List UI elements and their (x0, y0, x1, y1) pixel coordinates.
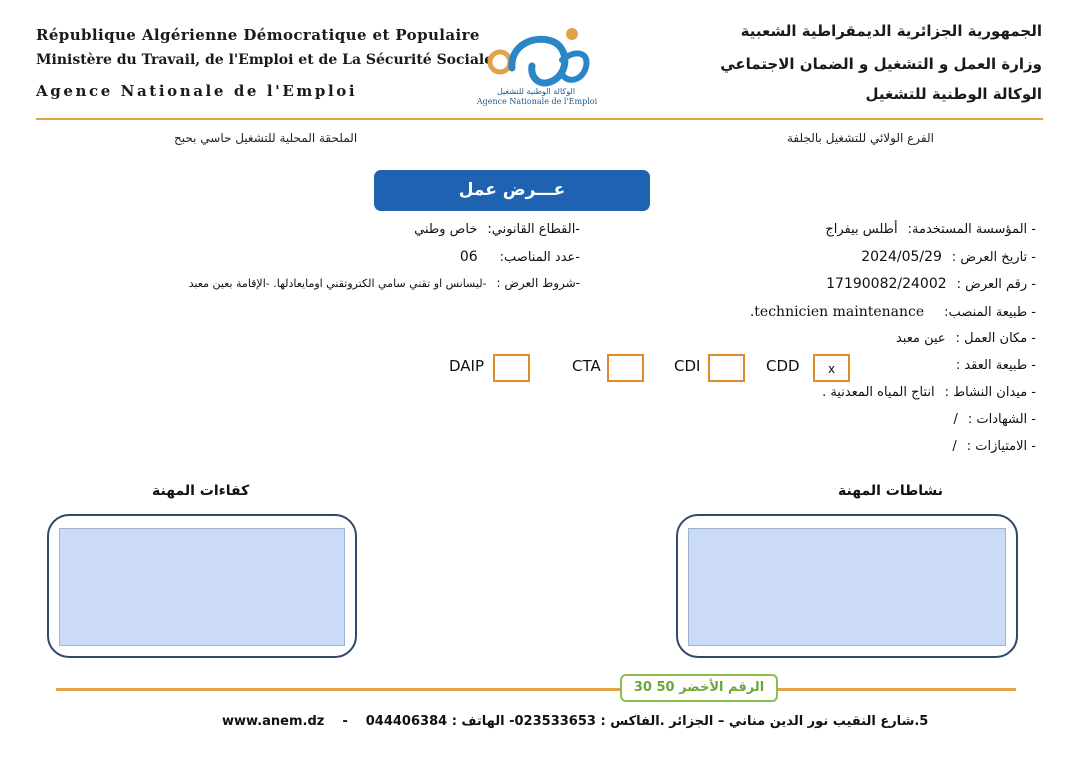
field-label: - المؤسسة المستخدمة: (907, 222, 1036, 237)
field-workplace (896, 331, 1036, 346)
field-offer-conditions (189, 276, 580, 290)
field-label: - ميدان النشاط : (944, 385, 1036, 400)
field-label: - تاريخ العرض : (951, 250, 1036, 265)
contract-daip-label: DAIP (449, 357, 485, 375)
field-employer (825, 222, 1036, 237)
competencies-panel (47, 514, 357, 658)
field-value: 06 (459, 249, 478, 265)
header-divider (36, 118, 1043, 120)
field-label: -القطاع القانوني: (487, 222, 580, 237)
activities-content-area[interactable] (688, 528, 1006, 646)
contract-cta-checkbox[interactable] (607, 354, 644, 382)
field-label: - الامتيازات : (966, 439, 1036, 454)
header-fr-ministry: Ministère du Travail, de l'Emploi et de La Sécurité Sociale (36, 52, 494, 68)
logo-caption: Agence Nationale de l'Emploi (476, 97, 598, 106)
activities-heading: نشاطات المهنة (838, 483, 944, 499)
contract-daip-checkbox[interactable] (493, 354, 530, 382)
field-activity-domain (822, 385, 1036, 400)
field-value: عين معبد (895, 331, 946, 346)
activities-panel (676, 514, 1018, 658)
contract-cdi-label: CDI (674, 357, 701, 375)
field-offer-number (826, 276, 1036, 292)
field-label: -شروط العرض : (496, 276, 580, 290)
contract-cdi-checkbox[interactable] (708, 354, 745, 382)
field-label: - طبيعة العقد : (955, 358, 1036, 373)
field-benefits (952, 439, 1036, 454)
field-value: خاص وطني (414, 222, 478, 237)
field-value: / (952, 439, 957, 454)
field-offer-date (861, 249, 1036, 265)
field-label: -عدد المناصب: (499, 250, 580, 265)
contract-cta-label: CTA (572, 357, 601, 375)
field-label: - الشهادات : (967, 412, 1036, 427)
field-value: -ليسانس او تقني سامي الكتروتقني اومايعادلها. -الإقامة بعين معبد (188, 277, 487, 290)
field-label: - طبيعة المنصب: (944, 305, 1036, 320)
field-label: - مكان العمل : (955, 331, 1036, 346)
page-title: عـــرض عمل (374, 170, 650, 211)
field-contract-type (946, 358, 1036, 373)
competencies-content-area[interactable] (59, 528, 345, 646)
field-legal-sector (414, 222, 580, 237)
field-diplomas (954, 412, 1037, 427)
field-position (750, 304, 1036, 320)
footer (222, 714, 928, 729)
field-value: / (953, 412, 958, 427)
field-positions-count (460, 249, 580, 265)
logo-ar-text: الوكالة الوطنية للتشغيل (496, 87, 576, 96)
local-annex: الملحقة المحلية للتشغيل حاسي بحبح (174, 131, 358, 145)
header-ar-republic: الجمهورية الجزائرية الديمقراطية الشعبية (740, 22, 1042, 40)
green-number-badge: الرقم الأخضر 50 30 (620, 674, 778, 702)
field-value: 17190082/24002 (826, 276, 947, 292)
header-fr-republic: République Algérienne Démocratique et Populaire (36, 26, 480, 44)
wilaya-branch: الفرع الولائي للتشغيل بالجلفة (787, 131, 934, 145)
field-value: 2024/05/29 (861, 249, 942, 265)
footer-website[interactable]: www.anem.dz (222, 714, 325, 729)
footer-address: 5.شارع النقيب نور الدين مناني – الجزائر .الفاكس : 023533653- الهاتف : 044406384 (365, 714, 929, 729)
footer-dash: - (342, 714, 348, 729)
footer-divider (56, 688, 1016, 691)
header-ar-agency: الوكالة الوطنية للتشغيل (865, 85, 1042, 103)
header-ar-ministry: وزارة العمل و التشغيل و الضمان الاجتماعي (720, 55, 1042, 73)
field-value: technicien maintenance. (749, 304, 925, 320)
header-fr-agency: Agence Nationale de l'Emploi (36, 82, 358, 100)
field-value: انتاج المياه المعدنية . (822, 385, 935, 400)
competencies-heading: كفاءات المهنة (152, 483, 250, 499)
contract-cdd-label: CDD (766, 357, 800, 375)
field-label: - رقم العرض : (956, 277, 1036, 292)
contract-cdd-checkbox[interactable]: x (813, 354, 850, 382)
field-value: أطلس بيفراج (825, 222, 898, 237)
